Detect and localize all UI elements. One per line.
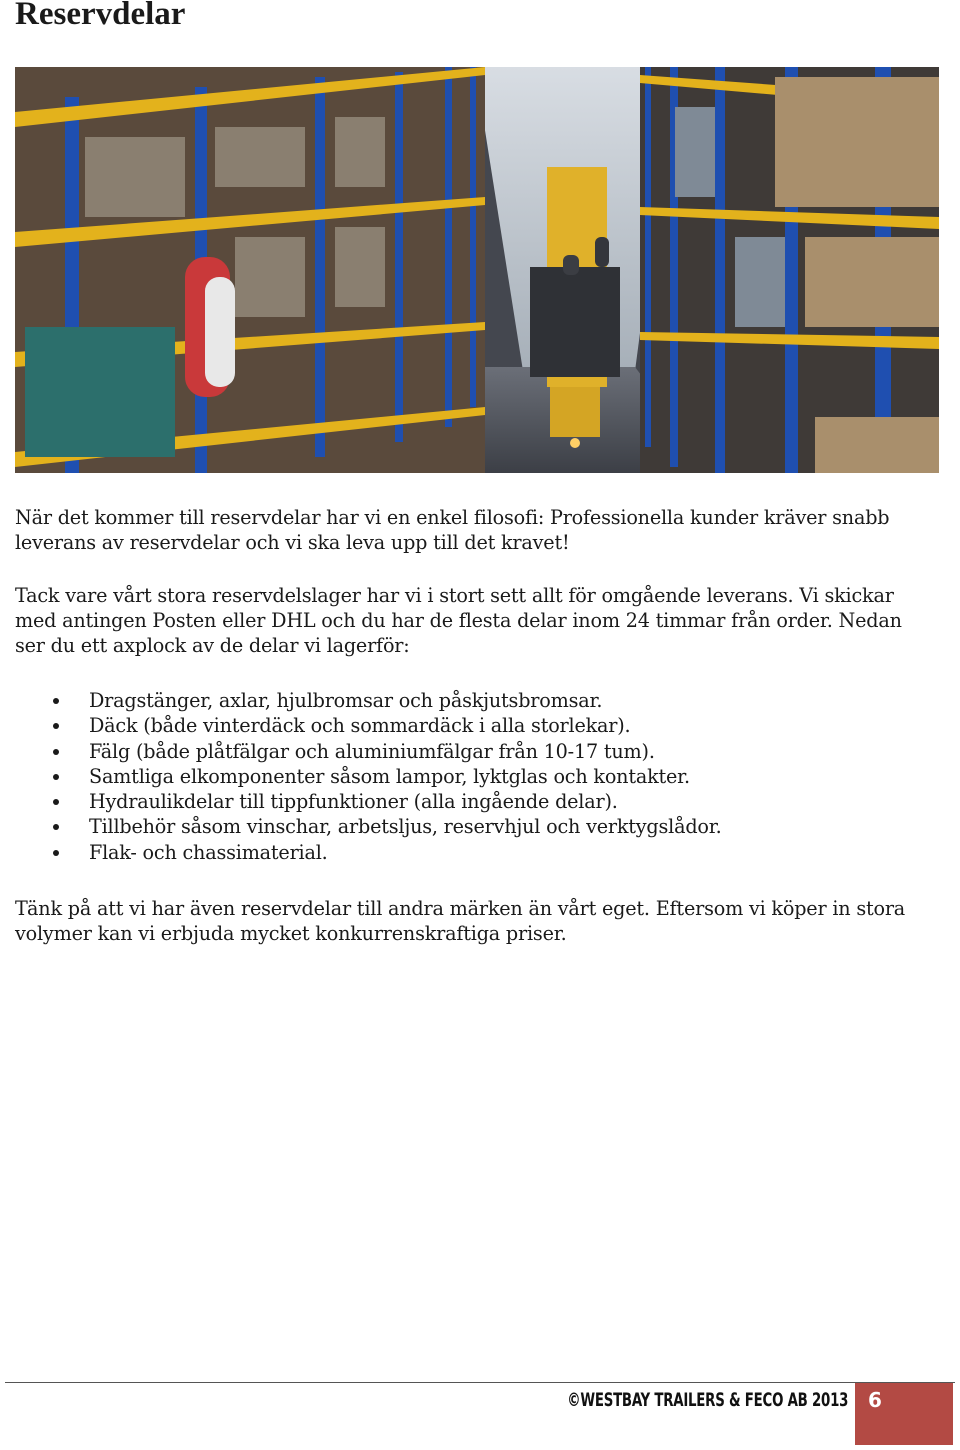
closing-line-1: Tänk på att vi har även reservdelar till andra märken än vårt eget. Eftersom vi köper in stora xyxy=(15,897,906,920)
bullet-icon xyxy=(53,749,59,755)
bullet-icon xyxy=(53,850,59,856)
list-item: Däck (både vinterdäck och sommardäck i alla storlekar). xyxy=(15,713,722,738)
intro-line-1: När det kommer till reservdelar har vi en enkel filosofi: Professionella kunder kräver snabb xyxy=(15,506,890,529)
list-item: Flak- och chassimaterial. xyxy=(15,840,722,865)
footer-divider xyxy=(5,1382,955,1383)
footer-copyright: ©WESTBAY TRAILERS & FECO AB 2013 xyxy=(567,1389,848,1411)
stock-line-2: med antingen Posten eller DHL och du har de flesta delar inom 24 timmar från order. Nedan xyxy=(15,609,902,632)
warehouse-photo xyxy=(15,67,939,473)
bullet-icon xyxy=(53,799,59,805)
intro-line-2: leverans av reservdelar och vi ska leva upp till det kravet! xyxy=(15,531,570,554)
intro-paragraph xyxy=(15,505,945,555)
list-item: Samtliga elkomponenter såsom lampor, lyktglas och kontakter. xyxy=(15,764,722,789)
page-title: Reservdelar xyxy=(15,0,186,32)
stock-line-1: Tack vare vårt stora reservdelslager har vi i stort sett allt för omgående leverans. Vi skickar xyxy=(15,584,894,607)
list-item: Fälg (både plåtfälgar och aluminiumfälgar från 10-17 tum). xyxy=(15,739,722,764)
bullet-icon xyxy=(53,698,59,704)
stock-paragraph xyxy=(15,583,945,658)
bullet-icon xyxy=(53,723,59,729)
stock-line-3: ser du ett axplock av de delar vi lagerför: xyxy=(15,634,410,657)
parts-list xyxy=(15,688,722,865)
page-number: 6 xyxy=(868,1388,882,1412)
closing-paragraph xyxy=(15,896,945,946)
list-item: Dragstänger, axlar, hjulbromsar och påskjutsbromsar. xyxy=(15,688,722,713)
list-item: Tillbehör såsom vinschar, arbetsljus, reservhjul och verktygslådor. xyxy=(15,814,722,839)
bullet-icon xyxy=(53,774,59,780)
closing-line-2: volymer kan vi erbjuda mycket konkurrenskraftiga priser. xyxy=(15,922,567,945)
bullet-icon xyxy=(53,824,59,830)
list-item: Hydraulikdelar till tippfunktioner (alla ingående delar). xyxy=(15,789,722,814)
